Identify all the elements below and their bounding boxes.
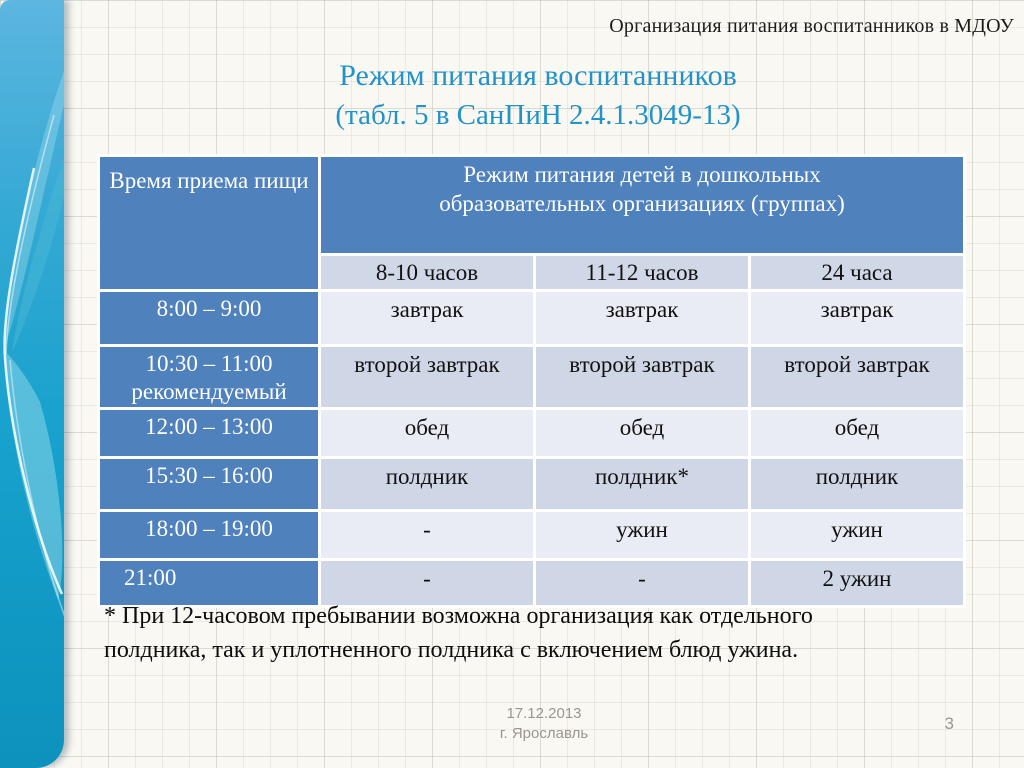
meal-cell: - (321, 512, 533, 558)
group-header-line2: образовательных организациях (группах) (439, 191, 845, 216)
meal-cell: второй завтрак (536, 347, 748, 407)
table-row (100, 410, 963, 456)
meal-cell: обед (751, 410, 963, 456)
footer-city: г. Ярославль (499, 725, 589, 742)
meal-cell: полдник* (536, 459, 748, 509)
meal-cell: ужин (751, 512, 963, 558)
footnote (104, 599, 984, 667)
meal-schedule-table (97, 154, 966, 608)
time-note: рекомендуемый (131, 379, 287, 404)
meal-cell: - (536, 561, 748, 605)
time-cell: 8:00 – 9:00 (100, 292, 318, 344)
meal-cell: - (321, 561, 533, 605)
slide-number: 3 (944, 714, 954, 733)
group-header-line1: Режим питания детей в дошкольных (463, 162, 821, 187)
meal-cell: обед (321, 410, 533, 456)
meal-cell: второй завтрак (321, 347, 533, 407)
column-header: 8-10 часов (321, 256, 533, 289)
meal-cell: полдник (751, 459, 963, 509)
time-cell: 12:00 – 13:00 (100, 410, 318, 456)
column-header: 24 часа (751, 256, 963, 289)
table-row (100, 292, 963, 344)
page-title (64, 56, 1012, 134)
slide-header: Организация питания воспитанников в МДОУ (609, 15, 1014, 37)
decorative-band (0, 0, 64, 768)
meal-cell: 2 ужин (751, 561, 963, 605)
footer-date: 17.12.2013 (506, 705, 582, 722)
meal-cell: полдник (321, 459, 533, 509)
time-cell: 15:30 – 16:00 (100, 459, 318, 509)
column-header: 11-12 часов (536, 256, 748, 289)
time-cell: 21:00 (100, 561, 318, 605)
footnote-line1: * При 12-часовом пребывании возможна организация как отдельного (104, 603, 813, 629)
time-cell: 18:00 – 19:00 (100, 512, 318, 558)
meal-cell: завтрак (751, 292, 963, 344)
footnote-line2: полдника, так и уплотненного полдника с включением блюд ужина. (104, 637, 799, 663)
meal-cell: обед (536, 410, 748, 456)
meal-cell: завтрак (321, 292, 533, 344)
time-range: 10:30 – 11:00 (145, 351, 273, 376)
meal-cell: завтрак (536, 292, 748, 344)
meal-cell: второй завтрак (751, 347, 963, 407)
table-corner-header: Время приема пищи (100, 157, 318, 289)
table-row (100, 347, 963, 407)
page-title-line2: (табл. 5 в СанПиН 2.4.1.3049-13) (335, 99, 741, 131)
teal-swoosh-graphic (0, 0, 64, 768)
table-group-header (321, 157, 963, 253)
meal-cell: ужин (536, 512, 748, 558)
footer-date-place (64, 704, 1024, 744)
time-cell (100, 347, 318, 407)
table-row (100, 512, 963, 558)
table-row (100, 459, 963, 509)
page-title-line1: Режим питания воспитанников (339, 59, 737, 92)
